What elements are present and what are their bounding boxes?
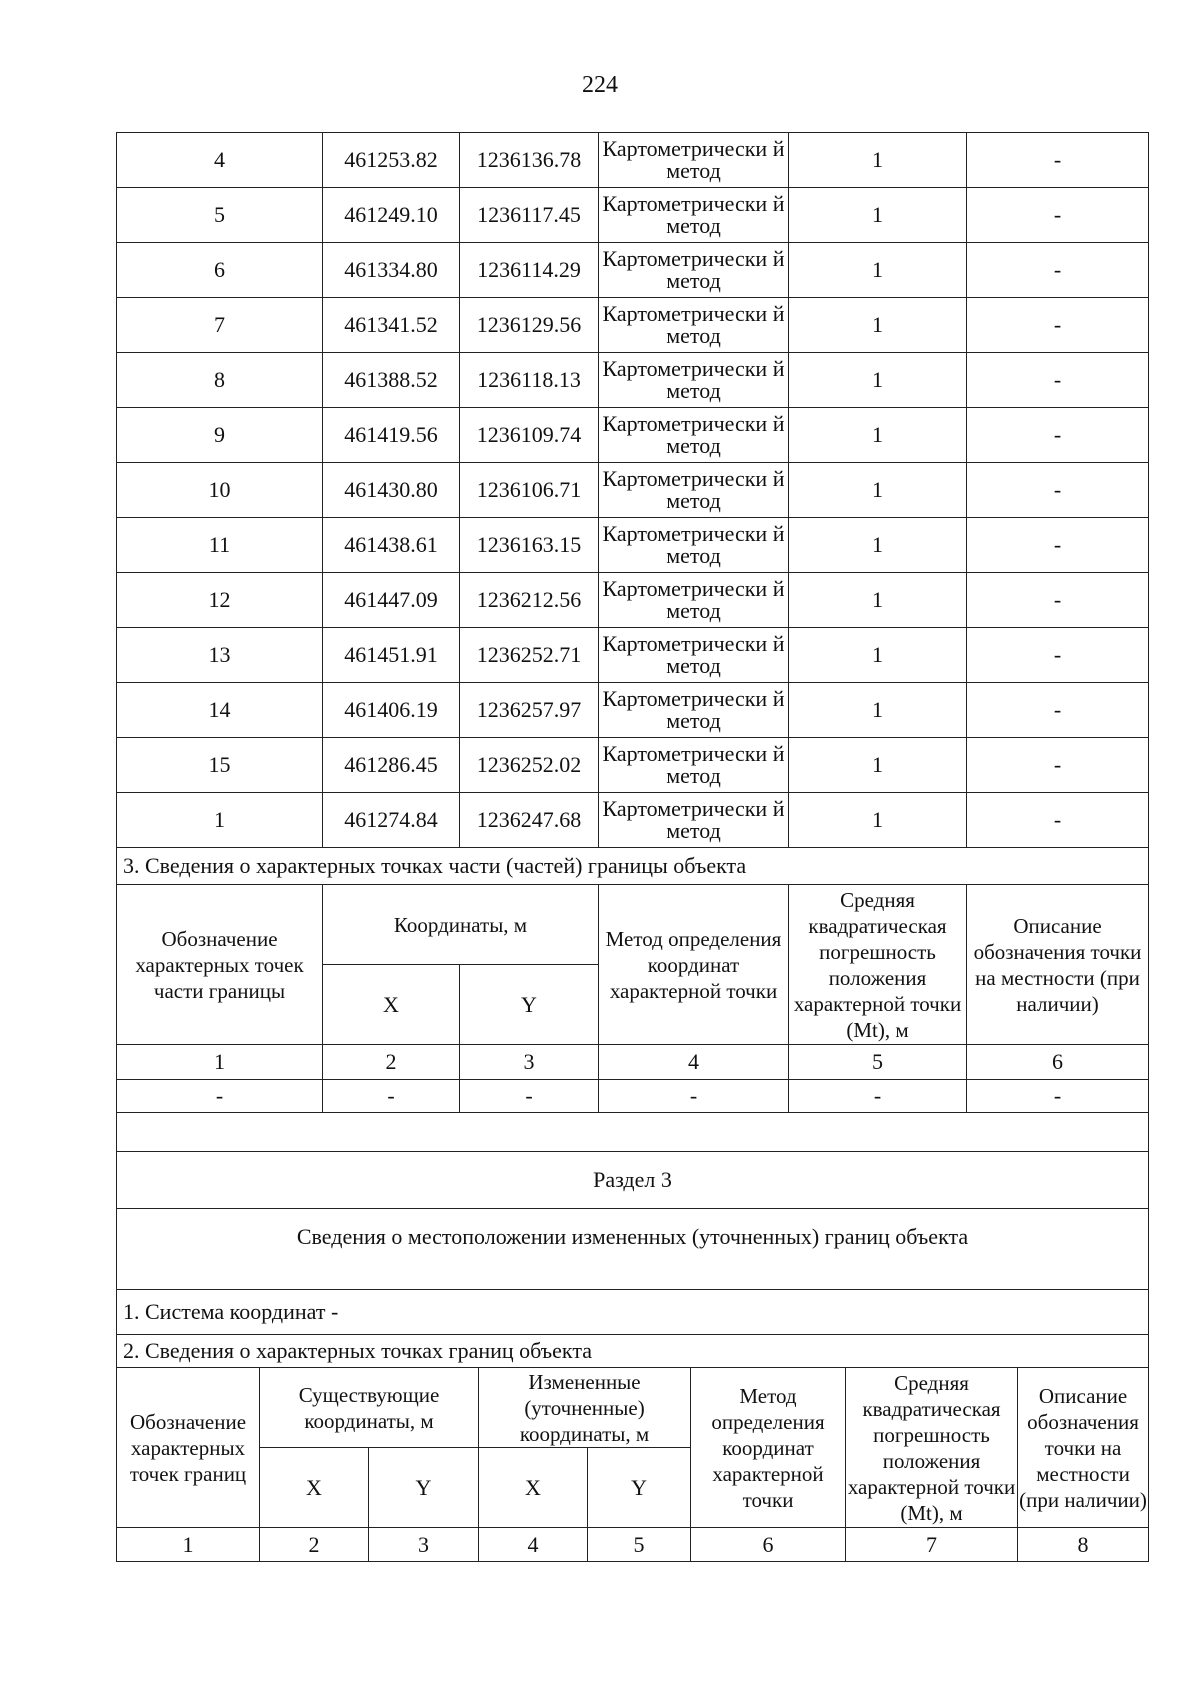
point-number-cell: 4 [117,133,323,188]
y-coordinate-cell: 1236163.15 [460,518,599,573]
method-cell: Картометрически й метод [599,628,789,683]
point-number-cell: 14 [117,683,323,738]
table-row [117,188,1149,243]
description-cell: - [967,573,1149,628]
point-number-cell: 12 [117,573,323,628]
x-coordinate-cell: 461438.61 [323,518,460,573]
header-existing-coordinates: Существующие координаты, м [260,1368,479,1448]
section3-title: Раздел 3 [117,1152,1149,1209]
boundary-points-body [117,133,1149,848]
method-cell: Картометрически й метод [599,738,789,793]
header-existing-x: X [260,1448,369,1528]
y-coordinate-cell: 1236118.13 [460,353,599,408]
empty-row [117,1113,1149,1152]
header-y: Y [460,965,599,1045]
column-number: 1 [117,1045,323,1080]
error-value-cell: 1 [789,683,967,738]
header-coordinates: Координаты, м [323,885,599,965]
method-cell: Картометрически й метод [599,353,789,408]
point-number-cell: 10 [117,463,323,518]
description-cell: - [967,243,1149,298]
header-designation: Обозначение характерных точек границ [117,1368,260,1528]
description-cell: - [967,738,1149,793]
description-cell: - [967,353,1149,408]
description-cell: - [967,518,1149,573]
description-cell: - [967,628,1149,683]
point-number-cell: 15 [117,738,323,793]
header-changed-y: Y [588,1448,691,1528]
x-coordinate-cell: 461249.10 [323,188,460,243]
x-coordinate-cell: 461419.56 [323,408,460,463]
dash-cell: - [323,1080,460,1113]
table-row [117,518,1149,573]
header-description: Описание обозначения точки на местности (при наличии) [967,885,1149,1045]
description-cell: - [967,188,1149,243]
table-row [117,243,1149,298]
header-error: Средняя квадратическая погрешность положения характерной точки (Mt), м [789,885,967,1045]
point-number-cell: 13 [117,628,323,683]
error-value-cell: 1 [789,298,967,353]
changed-boundaries-table [116,1367,1149,1562]
error-value-cell: 1 [789,573,967,628]
x-coordinate-cell: 461253.82 [323,133,460,188]
header-method: Метод определения координат характерной точки [691,1368,846,1528]
x-coordinate-cell: 461274.84 [323,793,460,848]
point-number-cell: 9 [117,408,323,463]
y-coordinate-cell: 1236247.68 [460,793,599,848]
column-number: 3 [369,1528,479,1562]
dash-cell: - [967,1080,1149,1113]
header-method: Метод определения координат характерной точки [599,885,789,1045]
column-number: 8 [1018,1528,1149,1562]
table-row [117,738,1149,793]
error-value-cell: 1 [789,738,967,793]
table-row [117,463,1149,518]
error-value-cell: 1 [789,243,967,298]
table-row [117,628,1149,683]
dash-cell: - [789,1080,967,1113]
column-number: 5 [588,1528,691,1562]
boundary-points-table [116,132,1149,1368]
x-coordinate-cell: 461388.52 [323,353,460,408]
x-coordinate-cell: 461430.80 [323,463,460,518]
dash-cell: - [460,1080,599,1113]
method-cell: Картометрически й метод [599,793,789,848]
method-cell: Картометрически й метод [599,188,789,243]
description-cell: - [967,408,1149,463]
error-value-cell: 1 [789,628,967,683]
error-value-cell: 1 [789,353,967,408]
method-cell: Картометрически й метод [599,298,789,353]
error-value-cell: 1 [789,463,967,518]
method-cell: Картометрически й метод [599,463,789,518]
header-changed-coordinates: Измененные (уточненные) координаты, м [479,1368,691,1448]
error-value-cell: 1 [789,518,967,573]
x-coordinate-cell: 461341.52 [323,298,460,353]
column-number: 7 [846,1528,1018,1562]
description-cell: - [967,683,1149,738]
y-coordinate-cell: 1236252.02 [460,738,599,793]
column-number: 5 [789,1045,967,1080]
description-cell: - [967,133,1149,188]
column-number: 3 [460,1045,599,1080]
method-cell: Картометрически й метод [599,518,789,573]
header-designation: Обозначение характерных точек части границы [117,885,323,1045]
table-row [117,573,1149,628]
column-number: 4 [479,1528,588,1562]
x-coordinate-cell: 461447.09 [323,573,460,628]
error-value-cell: 1 [789,793,967,848]
table-row [117,353,1149,408]
point-number-cell: 5 [117,188,323,243]
y-coordinate-cell: 1236129.56 [460,298,599,353]
point-number-cell: 11 [117,518,323,573]
description-cell: - [967,793,1149,848]
point-number-cell: 8 [117,353,323,408]
dash-cell: - [599,1080,789,1113]
error-value-cell: 1 [789,133,967,188]
error-value-cell: 1 [789,188,967,243]
x-coordinate-cell: 461451.91 [323,628,460,683]
section3-subtitle: Сведения о местоположении измененных (уточненных) границ объекта [117,1209,1149,1290]
part-section-title: 3. Сведения о характерных точках части (частей) границы объекта [117,848,1149,885]
method-cell: Картометрически й метод [599,243,789,298]
point-number-cell: 1 [117,793,323,848]
y-coordinate-cell: 1236212.56 [460,573,599,628]
column-number: 6 [967,1045,1149,1080]
description-cell: - [967,463,1149,518]
header-existing-y: Y [369,1448,479,1528]
table-row [117,133,1149,188]
part-section [117,848,1149,1368]
description-cell: - [967,298,1149,353]
column-number: 2 [260,1528,369,1562]
table-row [117,683,1149,738]
table-row [117,408,1149,463]
point-number-cell: 7 [117,298,323,353]
column-number: 6 [691,1528,846,1562]
y-coordinate-cell: 1236114.29 [460,243,599,298]
header-error: Средняя квадратическая погрешность положения характерной точки (Mt), м [846,1368,1018,1528]
point-number-cell: 6 [117,243,323,298]
header-changed-x: X [479,1448,588,1528]
column-number: 2 [323,1045,460,1080]
y-coordinate-cell: 1236257.97 [460,683,599,738]
method-cell: Картометрически й метод [599,408,789,463]
coordinate-system: 1. Система координат - [117,1290,1149,1335]
error-value-cell: 1 [789,408,967,463]
column-number: 4 [599,1045,789,1080]
x-coordinate-cell: 461286.45 [323,738,460,793]
table-row [117,298,1149,353]
table-row [117,793,1149,848]
method-cell: Картометрически й метод [599,573,789,628]
y-coordinate-cell: 1236117.45 [460,188,599,243]
x-coordinate-cell: 461406.19 [323,683,460,738]
y-coordinate-cell: 1236252.71 [460,628,599,683]
y-coordinate-cell: 1236106.71 [460,463,599,518]
y-coordinate-cell: 1236136.78 [460,133,599,188]
header-description: Описание обозначения точки на местности (при наличии) [1018,1368,1149,1528]
column-number: 1 [117,1528,260,1562]
header-x: X [323,965,460,1045]
y-coordinate-cell: 1236109.74 [460,408,599,463]
page-number: 224 [582,72,618,98]
x-coordinate-cell: 461334.80 [323,243,460,298]
method-cell: Картометрически й метод [599,133,789,188]
points-title: 2. Сведения о характерных точках границ объекта [117,1335,1149,1368]
dash-cell: - [117,1080,323,1113]
method-cell: Картометрически й метод [599,683,789,738]
